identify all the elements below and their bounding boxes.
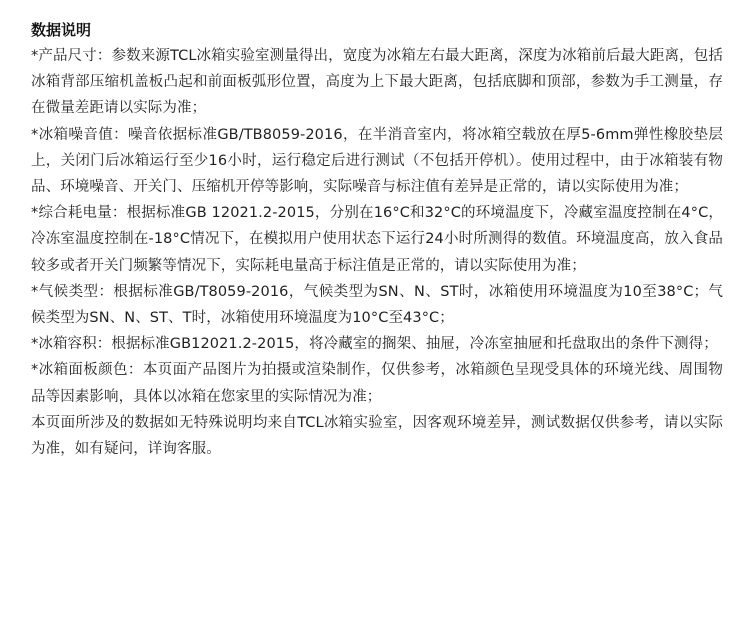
document-title: 数据说明 <box>31 21 92 39</box>
paragraph-panel-color: *冰箱面板颜色：本页面产品图片为拍摄或渲染制作，仅供参考，冰箱颜色呈现受具体的环境光线、周围物品等因素影响，具体以冰箱在您家里的实际情况为准； <box>31 362 723 405</box>
paragraph-climate-type: *气候类型：根据标准GB/T8059-2016，气候类型为SN、N、ST时，冰箱使用环境温度为10至38°C；气候类型为SN、N、ST、T时，冰箱使用环境温度为10°C至43°C； <box>31 283 723 327</box>
paragraph-data-source-note: 本页面所涉及的数据如无特殊说明均来自TCL冰箱实验室，因客观环境差异，测试数据仅供参考，请以实际为准，如有疑问，详询客服。 <box>31 414 723 458</box>
data-description-document <box>31 17 723 462</box>
paragraph-volume: *冰箱容积：根据标准GB12021.2-2015，将冷藏室的搁架、抽屉，冷冻室抽屉和托盘取出的条件下测得； <box>31 336 718 353</box>
paragraph-noise-value: *冰箱噪音值：噪音依据标准GB/TB8059-2016，在半消音室内，将冰箱空载放在厚5-6mm弹性橡胶垫层上，关闭门后冰箱运行至少16小时，运行稳定后进行测试（不包括开停机）。使用过程中，由于冰箱装有物品、环境噪音、开关门、压缩机开停等影响，实际噪音与标注值有差异是正常的，请以实际使用为准； <box>31 126 723 196</box>
paragraph-product-dimensions: *产品尺寸：参数来源TCL冰箱实验室测量得出，宽度为冰箱左右最大距离，深度为冰箱前后最大距离，包括冰箱背部压缩机盖板凸起和前面板弧形位置，高度为上下最大距离，包括底脚和顶部，参数为手工测量，存在微量差距请以实际为准； <box>31 48 723 117</box>
paragraph-power-consumption: *综合耗电量：根据标准GB 12021.2-2015，分别在16°C和32°C的环境温度下，冷藏室温度控制在4°C，冷冻室温度控制在-18°C情况下，在模拟用户使用状态下运行24小时所测得的数值。环境温度高，放入食品较多或者开关门频繁等情况下，实际耗电量高于标注值是正常的，请以实际使用为准； <box>31 205 723 274</box>
